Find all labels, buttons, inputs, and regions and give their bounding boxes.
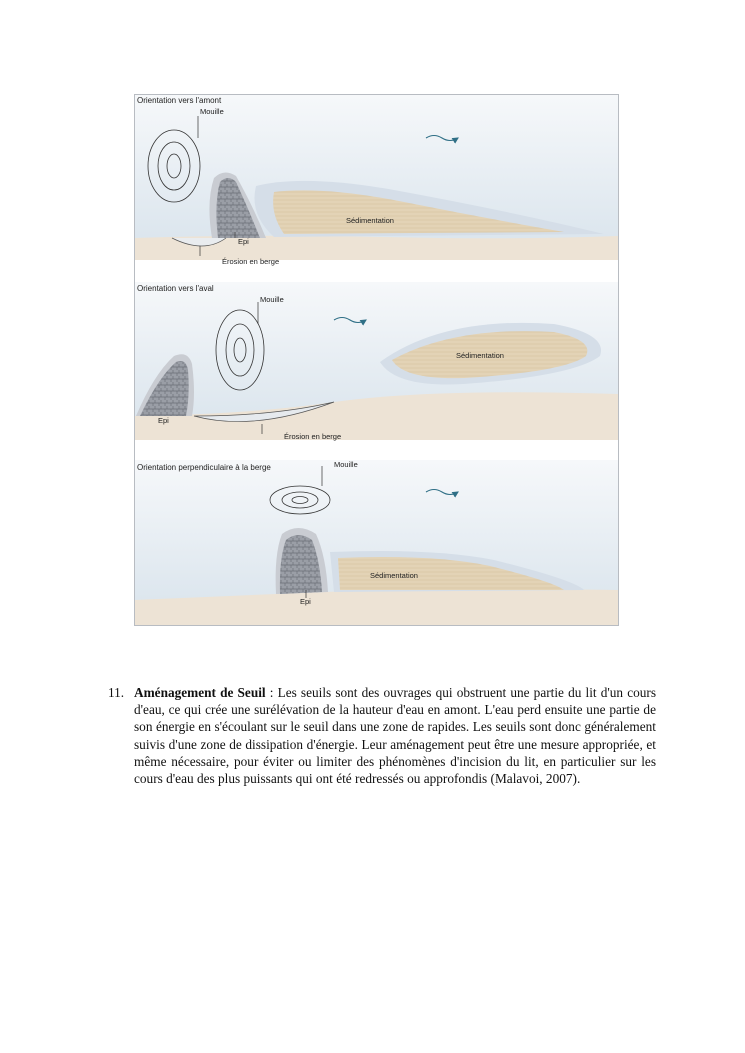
panel-downstream	[135, 282, 618, 441]
panel-title: Orientation vers l'aval	[137, 284, 214, 293]
epi-label: Epi	[158, 416, 169, 425]
epi-label: Epi	[238, 237, 249, 246]
mouille-label: Mouille	[200, 107, 224, 116]
mouille-label: Mouille	[260, 295, 284, 304]
panel-title: Orientation vers l'amont	[137, 96, 222, 105]
panel-upstream	[135, 95, 618, 266]
sedimentation-label: Sédimentation	[370, 571, 418, 580]
erosion-label: Érosion en berge	[284, 432, 342, 441]
paragraph-body	[134, 684, 656, 787]
item-text: : Les seuils sont des ouvrages qui obstruent une partie du lit d'un cours d'eau, ce qui crée une surélévation de la hauteur d'eau en amont. L'eau perd ensuite une partie de son énergie en s'écoulant sur le seuil dans une zone de rapides. Les seuils sont donc généralement suivis d'une zone de dissipation d'énergie. Leur aménagement peut être une mesure appropriée, et même nécessaire, pour éviter ou limiter des phénomènes d'incision du lit, en particulier sur les cours d'eau des plus puissants qui ont été redressés ou approfondis (Malavoi, 2007).	[134, 685, 656, 787]
list-item-number: 11.	[108, 685, 125, 700]
mouille-label: Mouille	[334, 460, 358, 469]
panel-perpendicular	[135, 460, 618, 625]
erosion-label: Érosion en berge	[222, 257, 280, 266]
epi-label: Epi	[300, 597, 311, 606]
item-heading: Aménagement de Seuil	[134, 685, 266, 700]
list-item-seuil	[108, 684, 656, 787]
sedimentation-label: Sédimentation	[456, 351, 504, 360]
panel-title: Orientation perpendiculaire à la berge	[137, 463, 271, 472]
sedimentation-label: Sédimentation	[346, 216, 394, 225]
groyne-orientation-figure	[134, 94, 619, 626]
